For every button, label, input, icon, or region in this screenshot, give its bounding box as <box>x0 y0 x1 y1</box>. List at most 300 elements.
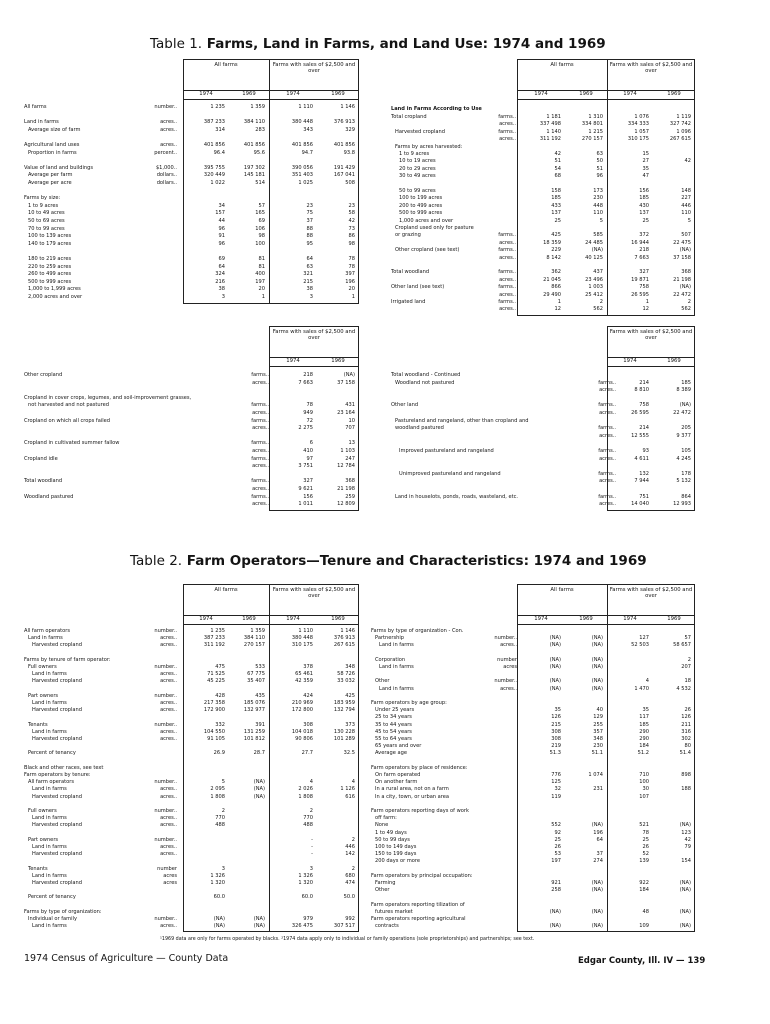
table-row <box>371 678 695 684</box>
row-value: 310 175 <box>291 642 313 649</box>
row-label: 150 to 199 days <box>375 851 417 858</box>
row-value: 75 <box>306 210 313 217</box>
row-value: 290 <box>639 728 649 735</box>
table-row <box>24 635 359 641</box>
row-value: 332 <box>215 721 225 728</box>
row-value: 401 856 <box>333 142 355 148</box>
row-value: 26 <box>554 844 561 850</box>
row-value: 188 <box>681 786 691 793</box>
row-value: 18 359 <box>543 239 561 246</box>
row-unit: farms.. <box>251 402 269 409</box>
table-row <box>24 195 359 201</box>
row-value: 488 <box>215 822 225 829</box>
row-value: 53 <box>554 851 561 858</box>
row-value: 52 503 <box>631 642 649 649</box>
row-value: 425 <box>345 692 355 699</box>
row-label: Black and other races, see text <box>24 764 104 771</box>
row-unit: acres.. <box>252 463 269 470</box>
row-value: 397 <box>345 271 355 278</box>
year-header: 1969 <box>331 91 345 97</box>
table-row <box>371 866 695 872</box>
row-value: 73 <box>348 225 355 232</box>
row-value: 23 164 <box>337 410 355 416</box>
table-row <box>24 256 359 262</box>
row-value: 139 <box>639 858 649 865</box>
row-value: 401 856 <box>291 142 313 148</box>
row-value: 4 <box>351 779 355 786</box>
row-value: 78 <box>642 829 649 836</box>
row-label: Total woodland - Continued <box>391 372 461 378</box>
row-label: 1,000 to 1,999 acres <box>28 286 81 293</box>
row-value: 751 <box>639 493 649 500</box>
table-row <box>24 395 359 401</box>
row-value: 979 <box>303 916 313 922</box>
footer-right: Edgar County, Ill. IV — 139 <box>578 956 706 966</box>
row-value: 20 <box>258 286 265 293</box>
row-value: 20 <box>348 286 355 293</box>
row-value: 207 <box>681 664 691 670</box>
table-row <box>371 822 695 828</box>
table-row <box>24 822 359 828</box>
row-label: off farm: <box>375 815 397 822</box>
row-label: 20 to 29 acres <box>399 165 436 172</box>
year-header: 1969 <box>242 616 256 622</box>
table-row <box>24 815 359 821</box>
row-value: 117 <box>639 714 649 721</box>
row-label: Partnership <box>375 635 405 642</box>
row-value: 680 <box>345 872 355 879</box>
row-value: 311 192 <box>539 136 561 143</box>
row-value: 95 <box>306 240 313 247</box>
table-row <box>391 269 695 275</box>
row-value: 1 <box>645 299 649 305</box>
row-value: 197 <box>551 858 561 865</box>
row-value: 218 <box>303 372 313 378</box>
row-value: 1 <box>351 294 355 300</box>
table-row <box>391 195 695 201</box>
row-unit: farms.. <box>498 299 516 305</box>
row-value: 216 <box>215 278 225 285</box>
row-value: 210 969 <box>291 700 313 706</box>
year-header: 1974 <box>286 358 300 364</box>
row-value: 1 181 <box>546 114 561 120</box>
table-row <box>391 232 695 238</box>
row-label: In a city, town, or urban area <box>375 793 450 800</box>
row-value: 98 <box>258 233 265 240</box>
table-row <box>24 264 359 270</box>
table-row <box>391 402 695 408</box>
table-row <box>371 786 695 792</box>
row-unit: acres.. <box>252 410 269 416</box>
row-label: Farm operators by principal occupation: <box>371 872 473 879</box>
row-unit: acres.. <box>160 923 177 930</box>
row-unit: farms.. <box>251 417 269 424</box>
table-row <box>391 494 695 500</box>
row-unit: acres.. <box>599 387 616 394</box>
year-header: 1974 <box>286 616 300 622</box>
table-row <box>24 887 359 893</box>
row-value: 93 <box>642 448 649 454</box>
table-row <box>391 173 695 179</box>
row-value: 373 <box>345 721 355 728</box>
row-value: 308 <box>551 736 561 742</box>
row-value: 88 <box>306 225 313 232</box>
row-label: Agricultural land uses <box>24 142 80 148</box>
row-value: 18 <box>684 678 691 685</box>
table-row <box>24 104 359 110</box>
row-value: 105 <box>681 448 691 454</box>
row-label: Land in farms <box>32 923 67 930</box>
row-value: 380 448 <box>291 635 313 642</box>
table-row <box>371 794 695 800</box>
row-value: 1 146 <box>340 104 355 110</box>
table-row <box>391 277 695 283</box>
row-value: 311 192 <box>203 642 225 649</box>
year-header: 1974 <box>286 91 300 97</box>
row-label: 100 to 199 acres <box>399 195 443 202</box>
table-row <box>24 210 359 216</box>
row-value: 5 132 <box>676 478 691 485</box>
row-value: 400 <box>255 271 265 278</box>
row-label: Average per acre <box>28 180 72 186</box>
row-value: 368 <box>345 478 355 485</box>
table-row <box>371 736 695 742</box>
row-value: 110 <box>593 210 603 217</box>
row-value: 12 <box>642 306 649 313</box>
table-row <box>24 248 359 254</box>
table-row <box>24 218 359 224</box>
row-value: 218 <box>639 247 649 254</box>
row-unit: acres.. <box>160 642 177 649</box>
row-value: 37 158 <box>337 379 355 386</box>
row-value: 90 806 <box>295 736 313 742</box>
row-value: (NA) <box>591 247 603 254</box>
row-label: 100 to 149 days <box>375 844 417 850</box>
row-value: 25 <box>642 217 649 224</box>
row-value: 770 <box>303 815 313 822</box>
row-value: 326 475 <box>291 923 313 930</box>
row-value: 327 <box>303 478 313 485</box>
row-label: Average size of farm <box>28 126 81 133</box>
year-header: 1969 <box>667 91 681 97</box>
row-value: 401 856 <box>203 142 225 148</box>
table-row <box>24 127 359 133</box>
row-value: 32.5 <box>343 750 355 757</box>
table-row <box>24 387 359 393</box>
row-unit: acres.. <box>252 501 269 508</box>
table-row <box>24 494 359 500</box>
row-value: 2 <box>351 836 355 843</box>
table-row <box>24 830 359 836</box>
row-label: Other cropland (see text) <box>395 247 460 254</box>
table-row <box>371 923 695 929</box>
table-row <box>391 440 695 446</box>
column-group-all-farms: Farms with sales of $2,500 and over <box>609 329 693 342</box>
table-row <box>24 902 359 908</box>
row-value: 127 <box>639 635 649 642</box>
row-unit: farms.. <box>498 247 516 254</box>
row-label: 55 to 64 years <box>375 736 412 742</box>
table-row <box>371 686 695 692</box>
row-value: 7 663 <box>298 379 313 386</box>
table-row <box>24 686 359 692</box>
row-value: 4 532 <box>676 685 691 692</box>
row-value: 172 800 <box>291 707 313 714</box>
row-label: Farm operators reporting tilization of <box>371 901 465 908</box>
table-row <box>24 858 359 864</box>
row-value: 247 <box>345 455 355 462</box>
row-value: 96 <box>218 240 225 247</box>
row-value: 81 <box>258 263 265 270</box>
row-value: 507 <box>681 232 691 239</box>
row-value: 15 <box>642 151 649 157</box>
table-row <box>24 837 359 843</box>
table2-footnote: ¹1969 data are only for farms operated by blacks. ²1974 data apply only to individual or family operations (sole proprietorships) and partnerships; see text. <box>160 937 535 942</box>
row-value: 132 794 <box>333 707 355 714</box>
row-label: Cropland on which all crops failed <box>24 417 111 424</box>
row-value: 132 977 <box>243 707 265 714</box>
column-group-all-farms: Farms with sales of $2,500 and over <box>272 329 356 342</box>
year-header: 1974 <box>623 91 637 97</box>
row-label: Harvested cropland <box>32 736 82 742</box>
row-label: 10 to 49 acres <box>28 210 65 217</box>
row-value: (NA) <box>679 908 691 915</box>
row-value: 22 475 <box>673 239 691 246</box>
row-label: Land in farms <box>32 815 67 822</box>
row-unit: number.. <box>154 104 177 110</box>
row-value: 100 <box>639 779 649 786</box>
row-value: 26 <box>642 844 649 850</box>
row-label: Part owners <box>28 836 59 843</box>
row-value: 96.4 <box>213 149 225 156</box>
row-label: Corporation <box>375 656 406 663</box>
row-unit: number.. <box>154 916 177 922</box>
row-value: 1 110 <box>298 628 313 634</box>
row-label: 30 to 49 acres <box>399 173 436 180</box>
row-value: 38 <box>218 286 225 293</box>
year-header: 1974 <box>623 616 637 622</box>
table-row <box>391 387 695 393</box>
row-value: 25 <box>554 836 561 843</box>
table-row <box>24 714 359 720</box>
table1-title-prefix: Table 1. <box>150 36 203 52</box>
row-value: (NA) <box>549 656 561 663</box>
row-value: 86 <box>348 233 355 240</box>
row-value: 91 105 <box>207 736 225 742</box>
row-value: 10 <box>348 417 355 424</box>
row-value: 310 175 <box>627 136 649 143</box>
row-value: 949 <box>303 410 313 416</box>
year-header: 1969 <box>579 91 593 97</box>
table2-title-main: Farm Operators—Tenure and Characteristics: 1974 and 1969 <box>186 553 647 569</box>
row-unit: acres.. <box>499 291 516 298</box>
header-rule <box>517 624 695 625</box>
table-row <box>371 714 695 720</box>
table-row <box>371 880 695 886</box>
row-value: 992 <box>345 916 355 922</box>
row-label: Full owners <box>28 664 57 670</box>
row-value: 435 <box>255 692 265 699</box>
row-label: Land in farms <box>24 119 59 126</box>
row-value: 178 <box>681 470 691 477</box>
row-label: woodland pastured <box>395 425 444 432</box>
row-label: Land in farms <box>32 728 67 735</box>
row-label: Other cropland <box>24 372 63 378</box>
row-value: 91 <box>218 233 225 240</box>
table-row <box>371 671 695 677</box>
row-value: (NA) <box>591 908 603 915</box>
row-unit: acres.. <box>500 642 517 649</box>
row-value: 25 412 <box>585 291 603 298</box>
row-unit: acres.. <box>160 844 177 850</box>
row-value: 357 <box>593 728 603 735</box>
row-value: 30 <box>642 786 649 793</box>
row-value: 50 <box>596 158 603 165</box>
row-label: Cropland in cultivated summer fallow <box>24 440 120 447</box>
table-row <box>24 786 359 792</box>
row-value: 424 <box>303 692 313 699</box>
table-row <box>24 271 359 277</box>
row-value: 308 <box>551 728 561 735</box>
row-label: Land in farms <box>32 844 67 850</box>
table-row <box>391 372 695 378</box>
row-value: (NA) <box>549 664 561 670</box>
row-label: 50 to 69 acres <box>28 218 65 224</box>
row-label: Harvested cropland <box>32 707 82 714</box>
table-row <box>371 894 695 900</box>
table-row <box>371 729 695 735</box>
table-row <box>24 880 359 886</box>
row-value: 172 900 <box>203 707 225 714</box>
table-row <box>391 448 695 454</box>
row-unit: acres.. <box>160 822 177 829</box>
row-unit: acres.. <box>160 671 177 678</box>
row-value: 119 <box>551 793 561 800</box>
table-row <box>391 188 695 194</box>
year-header: 1969 <box>331 616 345 622</box>
row-value: 1 310 <box>588 114 603 120</box>
row-unit: farms.. <box>598 402 616 409</box>
footer-left: 1974 Census of Agriculture — County Data <box>24 953 229 964</box>
table-row <box>391 456 695 462</box>
row-value: 1 003 <box>588 284 603 291</box>
row-value: 1 011 <box>298 501 313 508</box>
row-label: Full owners <box>28 808 57 814</box>
row-value: 380 448 <box>291 119 313 126</box>
row-unit: farms.. <box>598 493 616 500</box>
row-label: Farm operators reporting days of work <box>371 808 469 814</box>
row-value: 308 <box>303 721 313 728</box>
year-header: 1969 <box>331 358 345 364</box>
row-unit: farms.. <box>251 478 269 485</box>
row-value: 1 074 <box>588 772 603 778</box>
row-value: 21 198 <box>337 486 355 492</box>
row-value: 866 <box>551 284 561 291</box>
table-row <box>24 425 359 431</box>
table-row <box>24 380 359 386</box>
row-value: 362 <box>551 269 561 276</box>
row-label: Harvested cropland <box>32 880 82 886</box>
row-value: 184 <box>639 887 649 894</box>
row-label: Farms by acres harvested: <box>395 143 463 150</box>
row-value: (NA) <box>213 916 225 922</box>
table-row <box>391 166 695 172</box>
table-row <box>24 402 359 408</box>
row-value: 71 525 <box>207 671 225 678</box>
row-unit: acres <box>163 880 177 886</box>
row-value: 104 550 <box>203 728 225 735</box>
row-label: 1,000 acres and over <box>399 217 454 224</box>
table-row <box>371 664 695 670</box>
row-value: 130 228 <box>333 728 355 735</box>
row-label: Land in farms <box>32 671 67 678</box>
row-value: 57 <box>684 635 691 642</box>
row-value: - <box>311 836 313 843</box>
row-label: Harvested cropland <box>32 678 82 685</box>
row-value: 68 <box>554 173 561 180</box>
row-label: Farms by type of organization: <box>24 908 102 915</box>
row-label: 100 to 139 acres <box>28 233 72 240</box>
row-value: 2 <box>687 299 691 305</box>
row-value: 8 142 <box>546 254 561 261</box>
row-value: 24 485 <box>585 239 603 246</box>
row-value: 368 <box>681 269 691 276</box>
row-label: 35 to 44 years <box>375 721 412 728</box>
table-row <box>24 758 359 764</box>
table-row <box>371 635 695 641</box>
row-value: (NA) <box>679 923 691 930</box>
row-value: 185 <box>551 195 561 202</box>
row-value: 758 <box>639 284 649 291</box>
row-label: Unimproved pastureland and rangeland <box>399 470 501 477</box>
row-unit: acres.. <box>499 121 516 128</box>
row-value: 474 <box>345 880 355 886</box>
row-value: 552 <box>551 822 561 829</box>
table-row <box>24 279 359 285</box>
row-label: 260 to 499 acres <box>28 271 72 278</box>
row-value: 428 <box>215 692 225 699</box>
row-value: 57 <box>258 202 265 209</box>
row-label: Total woodland <box>391 269 430 276</box>
row-value: 109 <box>639 923 649 930</box>
row-value: (NA) <box>591 642 603 649</box>
row-value: 321 <box>303 271 313 278</box>
table-row <box>371 772 695 778</box>
row-value: (NA) <box>591 887 603 894</box>
row-value: 710 <box>639 772 649 778</box>
row-value: 35 <box>554 707 561 714</box>
table-row <box>391 262 695 268</box>
table-row <box>371 707 695 713</box>
row-value: 8 810 <box>634 387 649 394</box>
row-unit: number.. <box>154 628 177 634</box>
row-unit: percent.. <box>154 149 177 156</box>
row-value: 32 <box>554 786 561 793</box>
row-value: 96 <box>218 225 225 232</box>
row-value: 1 057 <box>634 128 649 135</box>
row-value: 1 215 <box>588 128 603 135</box>
row-unit: acres.. <box>599 410 616 416</box>
row-value: 51.1 <box>591 750 603 757</box>
row-label: 200 to 499 acres <box>399 202 443 209</box>
table-row <box>391 151 695 157</box>
row-unit: farms.. <box>498 269 516 276</box>
row-value: 227 <box>681 195 691 202</box>
row-value: 26.9 <box>213 750 225 757</box>
table-row <box>24 808 359 814</box>
row-unit: farms.. <box>498 114 516 120</box>
table-row <box>24 286 359 292</box>
